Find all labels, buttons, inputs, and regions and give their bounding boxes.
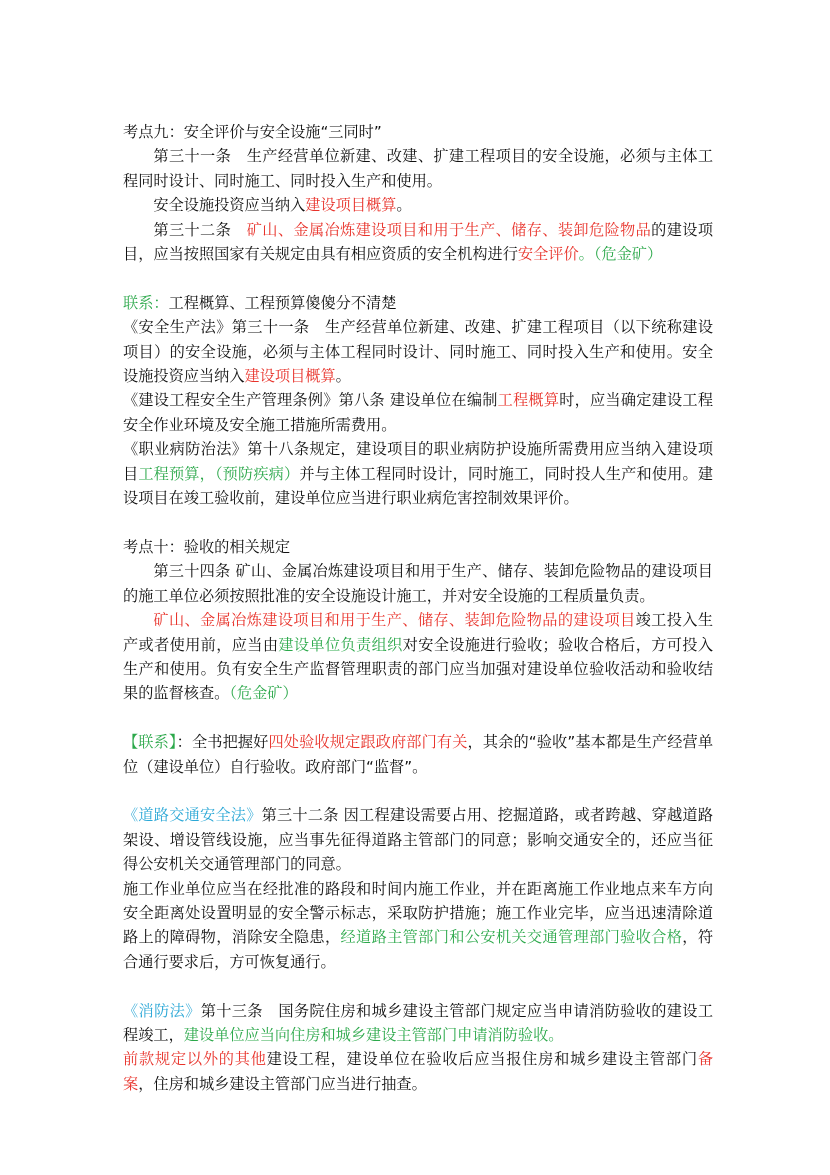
- link-1-law-1: [123, 315, 713, 388]
- law-name: 《道路交通安全法》: [123, 806, 262, 825]
- text-run: 时，应当确定建设工程安全作业环境及安全施工措施所需费用。: [123, 391, 714, 434]
- text-run: ，住房和城乡建设主管部门应当进行抽查。: [138, 1074, 427, 1093]
- highlight-hazard-projects: 矿山、金属冶炼建设项目和用于生产、储存、装卸危险物品的建设项目: [153, 611, 636, 630]
- text-run: 《建设工程安全生产管理条例》第八条 建设单位在编制: [123, 391, 498, 410]
- text-run: 。: [396, 196, 412, 215]
- road-construction-paragraph: [123, 877, 713, 975]
- fire-filing-paragraph: [123, 1047, 713, 1096]
- road-law-paragraph: [123, 803, 713, 876]
- highlight-road-acceptance: 经道路主管部门和公安机关交通管理部门验收合格: [340, 928, 683, 947]
- link-title: 工程概算、工程预算傻傻分不清楚: [168, 293, 397, 312]
- text-run: 的建设项目，应当按照国家有关规定由具有相应资质的安全机构进行: [123, 220, 714, 264]
- highlight-budget-estimate: 建设项目概算: [244, 367, 336, 386]
- highlight-four-acceptance: 四处验收规定跟政府部门有关: [268, 733, 468, 752]
- text-run: 第十三条 国务院住房和城乡建设主管部门规定应当申请消防验收的建设工程竣工，: [123, 1001, 714, 1044]
- text-run: 竣工投入生产或者使用前，应当由: [123, 611, 714, 654]
- link-label: 联系：: [123, 293, 169, 312]
- link-1-law-2: [123, 388, 713, 437]
- text-run: 安全设施投资应当纳入: [153, 196, 306, 215]
- highlight-hazard-projects: 矿山、金属冶炼建设项目和用于生产、储存、装卸危险物品: [246, 220, 652, 239]
- text-run: 对安全设施进行验收；验收合格后，方可投入生产和使用。负有安全生产监督管理职责的部门应当加强对建设单位验收活动和验收结果的监督核查。: [123, 635, 714, 703]
- acceptance-paragraph: [123, 608, 713, 706]
- text-run: 《安全生产法》第三十一条 生产经营单位新建、改建、扩建工程项目（以下统称建设项目）的安全设施，必须与主体工程同时设计、同时施工、同时投入生产和使用。安全设施投资应当纳入: [123, 318, 713, 386]
- link-label: 【联系】: [123, 733, 177, 752]
- document-page: [123, 120, 713, 1096]
- text-run: 第三十二条 因工程建设需要占用、挖掘道路，或者跨越、穿越道路架设、增设管线设施，应当事先征得道路主管部门的同意；影响交通安全的，还应当征得公安机关交通管理部门的同意。: [123, 806, 714, 874]
- text-run: 并与主体工程同时设计，同时施工，同时投人生产和使用。建设项目在竣工验收前，建设单位应当进行职业病危害控制效果评价。: [123, 464, 714, 508]
- text-run: ，符合通行要求后，方可恢复通行。: [123, 928, 714, 971]
- link-1-heading: [123, 291, 713, 315]
- highlight-mnemonic: 。（危金矿）: [578, 245, 663, 264]
- article-34-paragraph: 第三十四条 矿山、金属冶炼建设项目和用于生产、储存、装卸危险物品的建设项目的施工单位必须按照批准的安全设施设计施工，并对安全设施的工程质量负责。: [123, 562, 713, 605]
- highlight-engineering-estimate: 工程概算: [497, 391, 560, 410]
- highlight-organizer: 建设单位负责组织: [278, 635, 403, 654]
- text-run: ，其余的“验收”基本都是生产经营单位（建设单位）自行验收。政府部门“监督”。: [123, 733, 714, 776]
- section-10-heading: 考点十：验收的相关规定: [123, 537, 291, 556]
- investment-paragraph: [123, 193, 713, 217]
- text-run: 施工作业单位应当在经批准的路段和时间内施工作业，并在距离施工作业地点来车方向安全距离处设置明显的安全警示标志，采取防护措施；施工作业完毕，应当迅速清除道路上的障碍物，消除安全隐患，: [123, 879, 713, 947]
- section-9-heading: 考点九：安全评价与安全设施“三同时”: [123, 123, 382, 141]
- text-run: 《职业病防治法》第十八条规定，建设项目的职业病防护设施所需费用应当纳入建设项目: [123, 440, 713, 483]
- highlight-safety-evaluation: 安全评价: [517, 245, 579, 264]
- highlight-engineering-budget: 工程预算，（预防疾病）: [138, 464, 300, 483]
- law-name: 《消防法》: [123, 1001, 201, 1020]
- article-31-paragraph: 第三十一条 生产经营单位新建、改建、扩建工程项目的安全设施，必须与主体工程同时设计、同时施工、同时投入生产和使用。: [123, 147, 713, 190]
- link-2-paragraph: [123, 730, 713, 779]
- text-run: 。: [335, 367, 351, 386]
- highlight-fire-acceptance: 建设单位应当向住房和城乡建设主管部门申请消防验收。: [183, 1025, 564, 1044]
- article-32-paragraph: [123, 218, 713, 267]
- text-run: ：全书把握好: [176, 733, 269, 752]
- link-1-law-3: [123, 437, 713, 510]
- highlight-other-projects: 前款规定以外的其他: [123, 1050, 267, 1069]
- text-run: 第三十二条: [153, 220, 247, 239]
- highlight-mnemonic: （危金矿）: [229, 684, 298, 703]
- highlight-filing: 备案: [123, 1050, 714, 1093]
- text-run: 建设工程，建设单位在验收后应当报住房和城乡建设主管部门: [266, 1050, 698, 1069]
- fire-law-paragraph: [123, 999, 713, 1048]
- highlight-budget-estimate: 建设项目概算: [305, 196, 397, 215]
